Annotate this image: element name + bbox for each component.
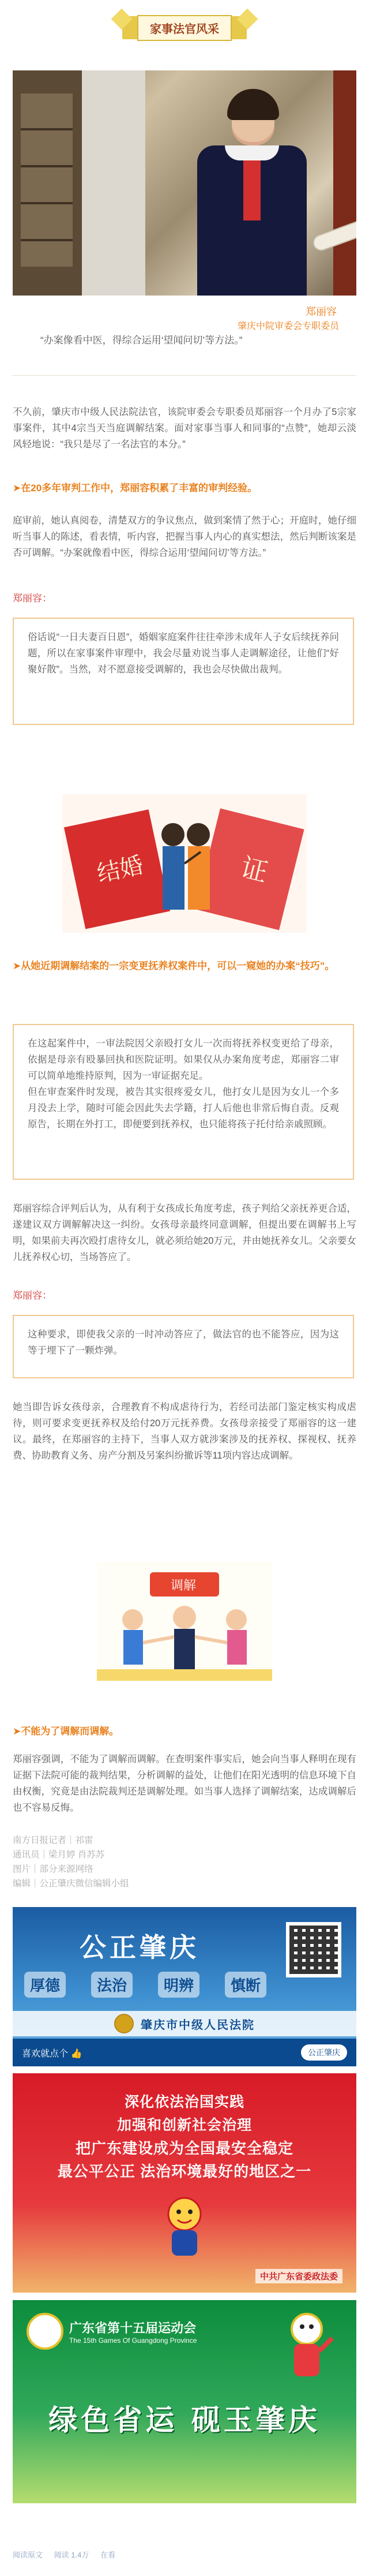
paragraph-mediation: 郑丽容综合评判后认为，从有利于女孩成长角度考虑，孩子判给父亲抚养更合适，遂建议双方调解解决这一纠纷。女孩母亲最终同意调解，但提出要在调解书上写明，如果前夫再次殴打虐待女儿，就必须给她20万元，并由她抚养女儿。父亲要女儿抚养权心切，当场答应了。	[13, 1203, 356, 1262]
mediation-sign: 调解	[171, 1579, 197, 1593]
games-subtitle: The 15th Games Of Guangdong Province	[69, 2336, 197, 2345]
credit-line: 南方日报记者｜祁雷	[13, 1835, 93, 1845]
subhead-principle: ➤不能为了调解而调解。	[13, 1726, 119, 1737]
quote-box-marriage: 俗话说“一日夫妻百日恩”，婚姻家庭案件往往牵涉未成年人子女后续抚养问题，所以在家事案件审理中，我会尽量劝说当事人走调解途径，让他们“好聚好散”。当然，对不愿意接受调解的，我也会尽快做出裁判。	[13, 618, 354, 725]
quote-box-custody-case: 在这起案件中，一审法院因父亲殴打女儿一次而将抚养权变更给了母亲，依据是母亲有殴暴回执和医院证明。如果仅从办案角度考虑，郑丽容二审可以简单地维持原判，因为一审证据充足。 但在审查案件时发现，被告其实很疼爱女儿，他打女儿是因为女儿一个多月没去上学，随时可能会因此失去学籍，打人后他也非常后悔自责。反观原告，长期在外打工，即便要到抚养权，也只能将孩子托付给亲戚照顾。	[13, 1024, 354, 1180]
qr-code[interactable]	[286, 1922, 341, 1977]
banner2-issuer: 中共广东省委政法委	[255, 2269, 342, 2283]
intro-paragraph: 不久前，肇庆市中级人民法院法官，该院审委会专职委员郑丽容一个月办了5宗家事案件，其中4宗当天当庭调解结案。面对家事当事人和同事的“点赞”，她却云淡风轻地说：“我只是尽了一名法官的本分。”	[13, 407, 356, 450]
marriage-certificate-illustration	[62, 794, 307, 933]
banner-provincial-games	[13, 2300, 356, 2503]
paragraph-outcome: 她当即告诉女孩母亲，合理教育不构成虐待行为，若经司法部门鉴定核实构成虐待，则可要求变更抚养权及给付20万元抚养费。女孩母亲接受了郑丽容的这一建议。最终，在郑丽容的主持下，当事人双方就涉案涉及的抚养权、探视权、抚养费、协助教育义务、房产分割及另案纠纷撤诉等11项内容达成调解。	[13, 1402, 356, 1461]
mascot-icon	[155, 2194, 214, 2258]
like-prompt: 喜欢就点个 👍	[22, 2048, 82, 2059]
credit-line: 编辑｜公正肇庆微信编辑小组	[13, 1879, 129, 1889]
credits	[13, 1833, 356, 1891]
court-emblem-icon	[114, 2014, 134, 2033]
paragraph-principle: 郑丽容强调，不能为了调解而调解。在查明案件事实后，她会向当事人释明在现有证据下法院可能的裁判结果，分析调解的益处，让他们在阳光透明的信息环境下自由权衡，究竟是由法院裁判还是调解处理。如当事人选择了调解结案，达成调解后也不容易反悔。	[13, 1754, 356, 1813]
credit-line: 图片｜部分来源网络	[13, 1864, 93, 1874]
banner1-title: 公正肇庆	[80, 1932, 199, 1962]
slogan-item: 明辨	[158, 1972, 199, 1998]
games-slogan: 绿色省运 砚玉肇庆	[48, 2403, 321, 2437]
games-mascot-icon	[278, 2308, 336, 2383]
banner-gongzheng-zhaoqing[interactable]	[13, 1907, 356, 2066]
slogan-item: 法治	[91, 1972, 133, 1998]
account-tag[interactable]: 公正肇庆	[301, 2044, 347, 2061]
profile-quote: “办案像看中医，得综合运用‘望闻问切’等方法。”	[40, 335, 243, 346]
banner2-line: 最公平公正 法治环境最好的地区之一	[57, 2163, 312, 2180]
mediation-illustration	[97, 1562, 272, 1681]
subhead-case: ➤从她近期调解结案的一宗变更抚养权案件中，可以一窥她的办案“技巧”。	[13, 960, 335, 971]
credit-line: 通讯员｜梁月婷 肖苏苏	[13, 1850, 105, 1860]
wow-button[interactable]: 在看	[100, 2551, 115, 2559]
quote-box-bomb: 这种要求，即使我父亲的一时冲动答应了，做法官的也不能答应，因为这等于埋下了一颗炸弹。	[13, 1315, 354, 1378]
read-original-link[interactable]: 阅读原文	[13, 2551, 43, 2559]
banner1-slogans	[24, 1972, 266, 1998]
section-badge-label: 家事法官风采	[137, 15, 232, 41]
banner2-slogan	[13, 2091, 356, 2183]
court-name: 肇庆市中级人民法院	[141, 2018, 255, 2032]
games-header	[27, 2313, 197, 2350]
games-logo-icon	[27, 2313, 63, 2350]
slogan-item: 慎断	[225, 1972, 266, 1998]
article-footer-bar	[13, 2549, 356, 2560]
sign-right: 证	[238, 851, 271, 888]
speaker-label-2: 郑丽容：	[13, 1290, 52, 1301]
judge-portrait	[197, 94, 307, 296]
banner-rule-of-law	[13, 2073, 356, 2293]
section-badge	[122, 16, 247, 39]
profile-name: 郑丽容	[306, 306, 337, 317]
sign-left: 结婚	[95, 852, 146, 888]
subhead-experience: ➤在20多年审判工作中，郑丽容积累了丰富的审判经验。	[13, 483, 258, 493]
banner2-line: 把广东建设成为全国最安全稳定	[75, 2140, 293, 2157]
games-title: 广东省第十五届运动会	[69, 2320, 197, 2335]
paragraph-trial-method: 庭审前，她认真阅卷，清楚双方的争议焦点，做到案情了然于心；开庭时，她仔细听当事人的陈述，看表情，听内容，把握当事人内心的真实想法，然后判断该案是否可调解。“办案就像看中医，得综合运用‘望闻问切’等方法。”	[13, 515, 356, 558]
court-name-bar	[13, 2011, 356, 2036]
profile-caption	[13, 297, 356, 376]
slogan-item: 厚德	[24, 1972, 66, 1998]
banner2-line: 深化依法治国实践	[124, 2094, 244, 2110]
speaker-label: 郑丽容：	[13, 593, 52, 604]
banner1-bottom-bar	[13, 2039, 356, 2066]
profile-role: 肇庆中院审委会专职委员	[237, 321, 339, 331]
read-count: 阅读 1.4万	[54, 2551, 89, 2559]
banner2-line: 加强和创新社会治理	[116, 2117, 252, 2133]
profile-photo	[13, 70, 356, 296]
thumbs-up-icon: 👍	[70, 2048, 82, 2059]
